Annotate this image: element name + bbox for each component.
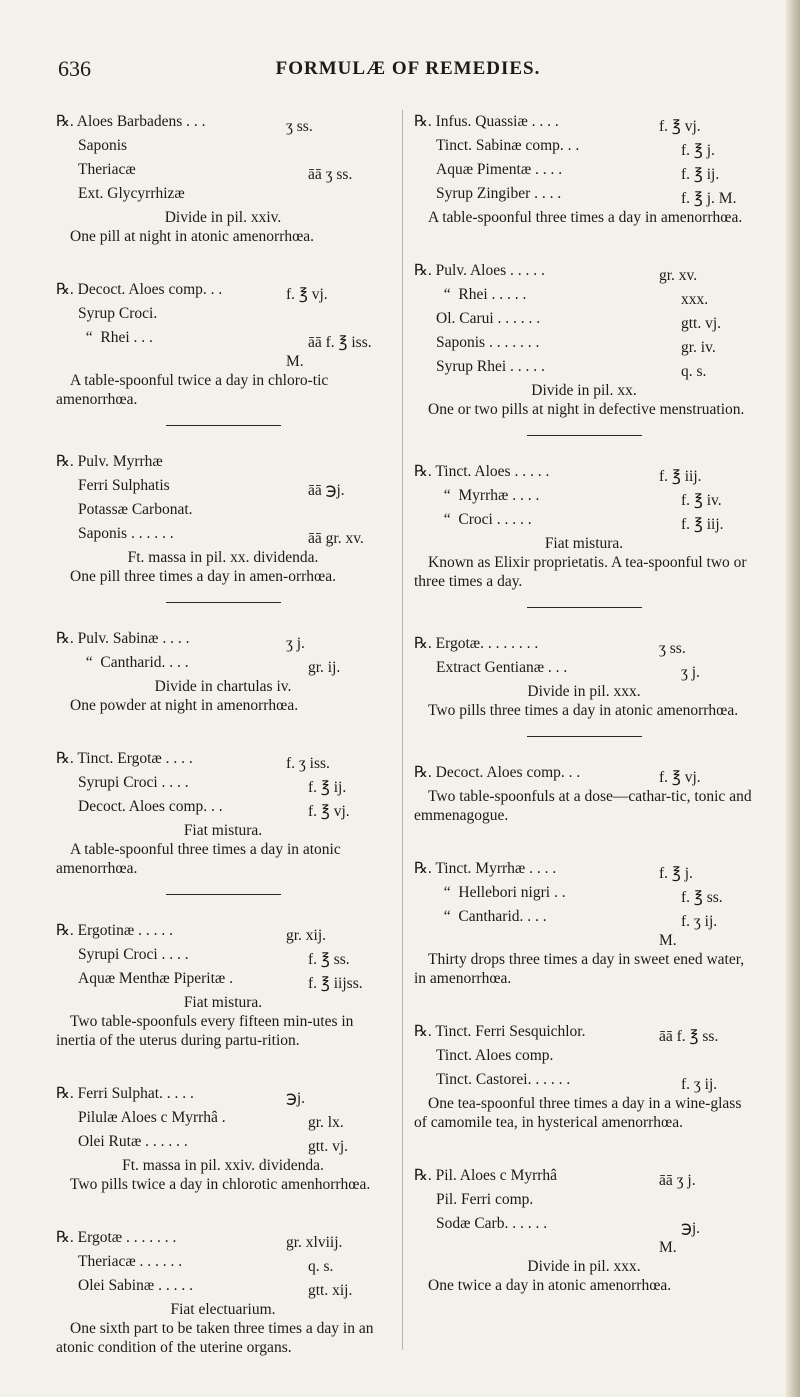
dosage-instructions: Two table-spoonfuls every fifteen min-utes in inertia of the uterus during partu-rition. — [56, 1013, 354, 1049]
ingredient-line — [56, 328, 390, 352]
ingredient-name: ℞. Pulv. Myrrhæ — [56, 453, 163, 470]
ingredient-line — [414, 510, 754, 534]
ingredient-line — [56, 1276, 390, 1300]
ingredient-line — [56, 1252, 390, 1276]
ingredient-name: ℞. Ferri Sulphat. . . . . — [56, 1085, 194, 1102]
ingredient-name: ℞. Ergotæ. . . . . . . . — [414, 635, 539, 652]
ingredient-amount: f. ℥ vj. — [659, 769, 701, 786]
ingredient-line — [414, 1238, 754, 1257]
ingredient-name: Syrup Zingiber . . . . — [436, 185, 562, 202]
ingredient-amount: f. ℥ iij. — [681, 516, 724, 533]
ingredient-amount: M. — [659, 932, 677, 949]
ingredient-amount: f. ʒ iss. — [286, 755, 330, 772]
ingredient-amount: āā ʒ ss. — [308, 166, 353, 183]
prescription — [56, 629, 390, 715]
section-rule — [527, 435, 642, 436]
ingredient-name: Saponis . . . . . . . — [436, 334, 540, 351]
ingredient-line — [56, 1132, 390, 1156]
preparation-directions: Fiat mistura. — [183, 994, 263, 1011]
ingredient-line — [56, 629, 390, 653]
ingredient-name: Potassæ Carbonat. — [78, 501, 193, 518]
prescription — [414, 1022, 754, 1132]
preparation-directions: Ft. massa in pil. xxiv. dividenda. — [122, 1157, 324, 1174]
ingredient-name: ℞. Pulv. Sabinæ . . . . — [56, 630, 190, 647]
ingredient-amount: f. ℥ j. M. — [681, 190, 737, 207]
ingredient-name: Decoct. Aloes comp. . . — [78, 798, 223, 815]
ingredient-name: Syrup Rhei . . . . . — [436, 358, 545, 375]
ingredient-name: Saponis . . . . . . — [78, 525, 174, 542]
preparation-directions: Divide in pil. xxx. — [527, 1258, 641, 1275]
ingredient-name: “ Cantharid. . . . — [78, 654, 189, 671]
ingredient-amount: āā ℈j. — [308, 482, 345, 499]
ingredient-line — [56, 524, 390, 548]
dosage-instructions: Two table-spoonfuls at a dose—cathar-tic, tonic and emmenagogue. — [414, 788, 752, 824]
ingredient-line — [414, 333, 754, 357]
ingredient-line — [56, 945, 390, 969]
ingredient-line — [414, 357, 754, 381]
ingredient-line — [414, 462, 754, 486]
left-column — [56, 112, 390, 1391]
ingredient-line — [414, 1166, 754, 1190]
dosage-instructions: A table-spoonful three times a day in atonic amenorrhœa. — [56, 841, 341, 877]
ingredient-amount: f. ℥ vj. — [308, 803, 350, 820]
page-edge — [786, 0, 800, 1397]
ingredient-amount: ʒ ss. — [286, 118, 313, 135]
prescription — [56, 921, 390, 1050]
ingredient-amount: f. ℥ vj. — [659, 118, 701, 135]
ingredient-name: ℞. Tinct. Ergotæ . . . . — [56, 750, 193, 767]
dosage-instructions: A table-spoonful three times a day in amenorrhœa. — [428, 209, 743, 226]
ingredient-name: Ol. Carui . . . . . . — [436, 310, 541, 327]
ingredient-name: ℞. Infus. Quassiæ . . . . — [414, 113, 559, 130]
ingredient-name: Syrupi Croci . . . . — [78, 946, 189, 963]
ingredient-amount: ʒ j. — [681, 664, 700, 681]
ingredient-line — [56, 969, 390, 993]
dosage-instructions: One or two pills at night in defective menstruation. — [428, 401, 745, 418]
ingredient-amount: āā f. ℥ ss. — [659, 1028, 719, 1045]
ingredient-name: Tinct. Aloes comp. — [436, 1047, 554, 1064]
dosage-instructions: One sixth part to be taken three times a day in an atonic condition of the uterine organs. — [56, 1320, 374, 1356]
section-rule — [166, 602, 281, 603]
ingredient-line — [56, 653, 390, 677]
ingredient-name: Theriacæ . . . . . . — [78, 1253, 183, 1270]
ingredient-line — [56, 280, 390, 304]
ingredient-line — [414, 634, 754, 658]
ingredient-name: ℞. Tinct. Aloes . . . . . — [414, 463, 550, 480]
ingredient-line — [414, 309, 754, 333]
ingredient-line — [56, 500, 390, 524]
ingredient-amount: gr. xv. — [659, 267, 698, 284]
ingredient-line — [56, 352, 390, 371]
prescription — [56, 1084, 390, 1194]
ingredient-name: ℞. Ergotæ . . . . . . . — [56, 1229, 177, 1246]
prescription — [414, 112, 754, 227]
ingredient-line — [56, 160, 390, 184]
ingredient-line — [414, 907, 754, 931]
section-rule — [166, 425, 281, 426]
ingredient-amount: gtt. xij. — [308, 1282, 353, 1299]
ingredient-line — [56, 1108, 390, 1132]
ingredient-line — [56, 797, 390, 821]
ingredient-line — [56, 1084, 390, 1108]
ingredient-amount: gtt. vj. — [308, 1138, 349, 1155]
prescription — [414, 462, 754, 591]
preparation-directions: Fiat mistura. — [544, 535, 624, 552]
ingredient-amount: f. ℥ ss. — [308, 951, 350, 968]
ingredient-name: Aquæ Menthæ Piperitæ . — [78, 970, 234, 987]
ingredient-amount: ℈j. — [286, 1090, 306, 1107]
ingredient-name: Olei Sabinæ . . . . . — [78, 1277, 193, 1294]
ingredient-name: ℞. Pulv. Aloes . . . . . — [414, 262, 545, 279]
ingredient-line — [56, 452, 390, 476]
preparation-directions: Fiat electuarium. — [170, 1301, 276, 1318]
ingredient-amount: āā f. ℥ iss. — [308, 334, 372, 351]
ingredient-line — [56, 476, 390, 500]
ingredient-amount: f. ℥ j. — [681, 142, 715, 159]
dosage-instructions: A table-spoonful twice a day in chloro-tic amenorrhœa. — [56, 372, 329, 408]
prescription — [414, 763, 754, 825]
ingredient-name: Theriacæ — [78, 161, 136, 178]
ingredient-name: Saponis — [78, 137, 128, 154]
ingredient-name: ℞. Pil. Aloes c Myrrhâ — [414, 1167, 558, 1184]
ingredient-amount: f. ℥ vj. — [286, 286, 328, 303]
ingredient-line — [414, 486, 754, 510]
ingredient-amount: gr. xlviij. — [286, 1234, 343, 1251]
ingredient-name: “ Croci . . . . . — [436, 511, 532, 528]
ingredient-amount: f. ℥ j. — [659, 865, 693, 882]
dosage-instructions: One pill at night in atonic amenorrhœa. — [70, 228, 315, 245]
ingredient-amount: ʒ ss. — [659, 640, 686, 657]
ingredient-amount: gtt. vj. — [681, 315, 722, 332]
ingredient-name: Syrupi Croci . . . . — [78, 774, 189, 791]
ingredient-amount: f. ℥ ss. — [681, 889, 723, 906]
ingredient-amount: gr. iv. — [681, 339, 716, 356]
ingredient-name: ℞. Tinct. Myrrhæ . . . . — [414, 860, 557, 877]
preparation-directions: Divide in chartulas iv. — [154, 678, 292, 695]
ingredient-name: ℞. Decoct. Aloes comp. . . — [414, 764, 581, 781]
ingredient-line — [414, 859, 754, 883]
ingredient-amount: q. s. — [308, 1258, 334, 1275]
ingredient-name: “ Cantharid. . . . — [436, 908, 547, 925]
ingredient-line — [414, 658, 754, 682]
dosage-instructions: One powder at night in amenorrhœa. — [70, 697, 299, 714]
ingredient-amount: āā ʒ j. — [659, 1172, 696, 1189]
prescription — [414, 261, 754, 419]
ingredient-name: “ Myrrhæ . . . . — [436, 487, 540, 504]
ingredient-name: Pilulæ Aloes c Myrrhâ . — [78, 1109, 226, 1126]
dosage-instructions: Thirty drops three times a day in sweet ened water, in amenorrhœa. — [414, 951, 745, 987]
ingredient-amount: M. — [286, 353, 304, 370]
ingredient-name: Olei Rutæ . . . . . . — [78, 1133, 188, 1150]
prescription — [414, 859, 754, 988]
ingredient-line — [414, 763, 754, 787]
ingredient-line — [56, 112, 390, 136]
ingredient-name: Syrup Croci. — [78, 305, 158, 322]
preparation-directions: Divide in pil. xxiv. — [164, 209, 282, 226]
ingredient-name: “ Rhei . . . . . — [436, 286, 527, 303]
ingredient-line — [414, 1022, 754, 1046]
dosage-instructions: One pill three times a day in amen-orrhœa. — [70, 568, 336, 585]
prescription — [56, 452, 390, 586]
ingredient-line — [56, 304, 390, 328]
ingredient-amount: ℈j. — [681, 1220, 701, 1237]
ingredient-line — [414, 1070, 754, 1094]
ingredient-line — [56, 184, 390, 208]
preparation-directions: Fiat mistura. — [183, 822, 263, 839]
ingredient-name: Ferri Sulphatis — [78, 477, 170, 494]
ingredient-amount: gr. lx. — [308, 1114, 344, 1131]
ingredient-amount: f. ʒ ij. — [681, 913, 718, 930]
ingredient-amount: xxx. — [681, 291, 709, 308]
ingredient-name: “ Rhei . . . — [78, 329, 153, 346]
ingredient-name: ℞. Aloes Barbadens . . . — [56, 113, 206, 130]
ingredient-name: Tinct. Sabinæ comp. . . — [436, 137, 580, 154]
prescription — [414, 1166, 754, 1295]
ingredient-line — [414, 1190, 754, 1214]
preparation-directions: Ft. massa in pil. xx. dividenda. — [127, 549, 319, 566]
ingredient-line — [414, 883, 754, 907]
section-rule — [166, 894, 281, 895]
ingredient-amount: f. ℥ iij. — [659, 468, 702, 485]
ingredient-name: Sodæ Carb. . . . . . — [436, 1215, 548, 1232]
dosage-instructions: Two pills twice a day in chlorotic amenhorrhœa. — [70, 1176, 371, 1193]
column-divider — [402, 110, 403, 1350]
dosage-instructions: One tea-spoonful three times a day in a wine-glass of camomile tea, in hysterical amenorrhœa. — [414, 1095, 742, 1131]
ingredient-line — [414, 261, 754, 285]
prescription — [56, 749, 390, 878]
ingredient-line — [56, 136, 390, 160]
ingredient-line — [56, 773, 390, 797]
dosage-instructions: One twice a day in atonic amenorrhœa. — [428, 1277, 672, 1294]
page-header — [58, 56, 758, 86]
ingredient-name: Pil. Ferri comp. — [436, 1191, 534, 1208]
prescription — [56, 280, 390, 409]
ingredient-line — [414, 931, 754, 950]
ingredient-line — [56, 749, 390, 773]
ingredient-amount: f. ℥ ij. — [308, 779, 347, 796]
ingredient-line — [56, 1228, 390, 1252]
ingredient-line — [414, 112, 754, 136]
ingredient-name: ℞. Ergotinæ . . . . . — [56, 922, 173, 939]
dosage-instructions: Two pills three times a day in atonic amenorrhœa. — [428, 702, 739, 719]
ingredient-amount: f. ℥ iv. — [681, 492, 722, 509]
ingredient-name: Ext. Glycyrrhizæ — [78, 185, 185, 202]
ingredient-line — [414, 1214, 754, 1238]
ingredient-name: Extract Gentianæ . . . — [436, 659, 568, 676]
prescription — [414, 634, 754, 720]
ingredient-amount: f. ℥ iijss. — [308, 975, 363, 992]
prescription — [56, 112, 390, 246]
ingredient-amount: gr. xij. — [286, 927, 327, 944]
prescription — [56, 1228, 390, 1357]
ingredient-amount: ʒ j. — [286, 635, 305, 652]
ingredient-name: Tinct. Castorei. . . . . . — [436, 1071, 571, 1088]
ingredient-line — [414, 184, 754, 208]
ingredient-line — [414, 136, 754, 160]
ingredient-amount: M. — [659, 1239, 677, 1256]
ingredient-name: ℞. Decoct. Aloes comp. . . — [56, 281, 223, 298]
ingredient-line — [56, 921, 390, 945]
ingredient-line — [414, 160, 754, 184]
ingredient-name: Aquæ Pimentæ . . . . — [436, 161, 563, 178]
ingredient-amount: f. ʒ ij. — [681, 1076, 718, 1093]
page-number: 636 — [58, 56, 91, 81]
ingredient-amount: f. ℥ ij. — [681, 166, 720, 183]
preparation-directions: Divide in pil. xxx. — [527, 683, 641, 700]
section-rule — [527, 607, 642, 608]
ingredient-amount: āā gr. xv. — [308, 530, 364, 547]
ingredient-name: “ Hellebori nigri . . — [436, 884, 566, 901]
ingredient-amount: q. s. — [681, 363, 707, 380]
section-rule — [527, 736, 642, 737]
ingredient-name: ℞. Tinct. Ferri Sesquichlor. — [414, 1023, 586, 1040]
right-column — [414, 112, 754, 1329]
ingredient-line — [414, 1046, 754, 1070]
running-title: FORMULÆ OF REMEDIES. — [275, 58, 541, 79]
ingredient-line — [414, 285, 754, 309]
dosage-instructions: Known as Elixir proprietatis. A tea-spoonful two or three times a day. — [414, 554, 747, 590]
preparation-directions: Divide in pil. xx. — [531, 382, 637, 399]
ingredient-amount: gr. ij. — [308, 659, 341, 676]
